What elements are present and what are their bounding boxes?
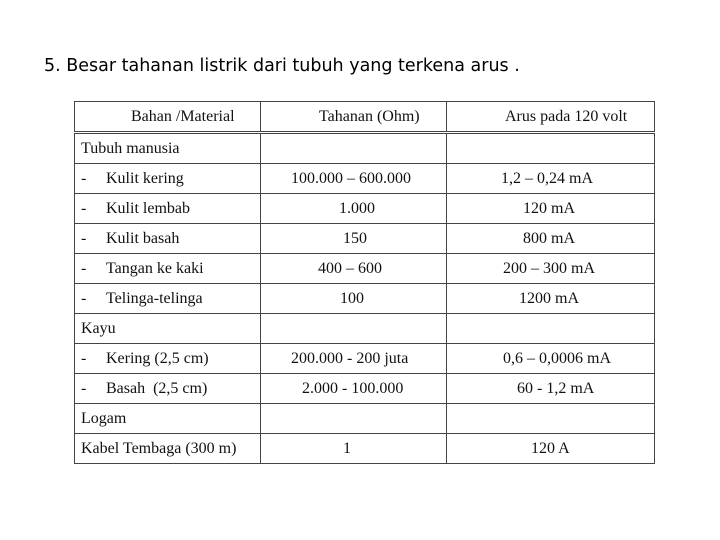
current-cell: 60 - 1,2 mA (447, 374, 655, 404)
table-row (75, 164, 655, 194)
material-cell: Kabel Tembaga (300 m) (75, 434, 261, 464)
table-row (75, 344, 655, 374)
table-row (75, 374, 655, 404)
material-name: Kulit basah (106, 229, 180, 247)
table-row (75, 254, 655, 284)
group-label: Logam (75, 404, 261, 434)
material-cell (75, 254, 261, 284)
header-material: Bahan /Material (75, 102, 261, 133)
material-name: Tangan ke kaki (106, 259, 204, 277)
resistance-cell: 100.000 – 600.000 (261, 164, 447, 194)
table-header-row (75, 102, 655, 133)
table-row (75, 434, 655, 464)
group-label: Kayu (75, 314, 261, 344)
current-cell: 800 mA (447, 224, 655, 254)
header-current: Arus pada 120 volt (447, 102, 655, 133)
current-cell: 0,6 – 0,0006 mA (447, 344, 655, 374)
row-marker: - (81, 199, 87, 217)
group-row-logam (75, 404, 655, 434)
current-cell: 1,2 – 0,24 mA (447, 164, 655, 194)
current-cell: 120 mA (447, 194, 655, 224)
material-cell (75, 224, 261, 254)
row-marker: - (81, 259, 87, 277)
table-row (75, 284, 655, 314)
group-row-kayu (75, 314, 655, 344)
material-cell (75, 164, 261, 194)
material-cell (75, 284, 261, 314)
resistance-table (74, 101, 655, 464)
page-heading: 5. Besar tahanan listrik dari tubuh yang terkena arus . (44, 56, 520, 76)
group-label: Tubuh manusia (75, 133, 261, 164)
resistance-cell: 100 (261, 284, 447, 314)
row-marker: - (81, 349, 87, 367)
resistance-cell: 200.000 - 200 juta (261, 344, 447, 374)
current-cell: 120 A (447, 434, 655, 464)
material-cell (75, 374, 261, 404)
material-name: Basah (2,5 cm) (106, 379, 208, 397)
row-marker: - (81, 289, 87, 307)
row-marker: - (81, 379, 87, 397)
resistance-cell: 2.000 - 100.000 (261, 374, 447, 404)
material-cell (75, 194, 261, 224)
material-cell (75, 344, 261, 374)
material-name: Telinga-telinga (106, 289, 203, 307)
row-marker: - (81, 169, 87, 187)
resistance-cell: 400 – 600 (261, 254, 447, 284)
resistance-cell: 1.000 (261, 194, 447, 224)
row-marker: - (81, 229, 87, 247)
resistance-cell: 150 (261, 224, 447, 254)
resistance-cell: 1 (261, 434, 447, 464)
header-resistance: Tahanan (Ohm) (261, 102, 447, 133)
group-row-tubuh (75, 133, 655, 164)
material-name: Kering (2,5 cm) (106, 349, 209, 367)
current-cell: 200 – 300 mA (447, 254, 655, 284)
table-row (75, 224, 655, 254)
current-cell: 1200 mA (447, 284, 655, 314)
material-name: Kulit lembab (106, 199, 190, 217)
table-row (75, 194, 655, 224)
material-name: Kulit kering (106, 169, 184, 187)
